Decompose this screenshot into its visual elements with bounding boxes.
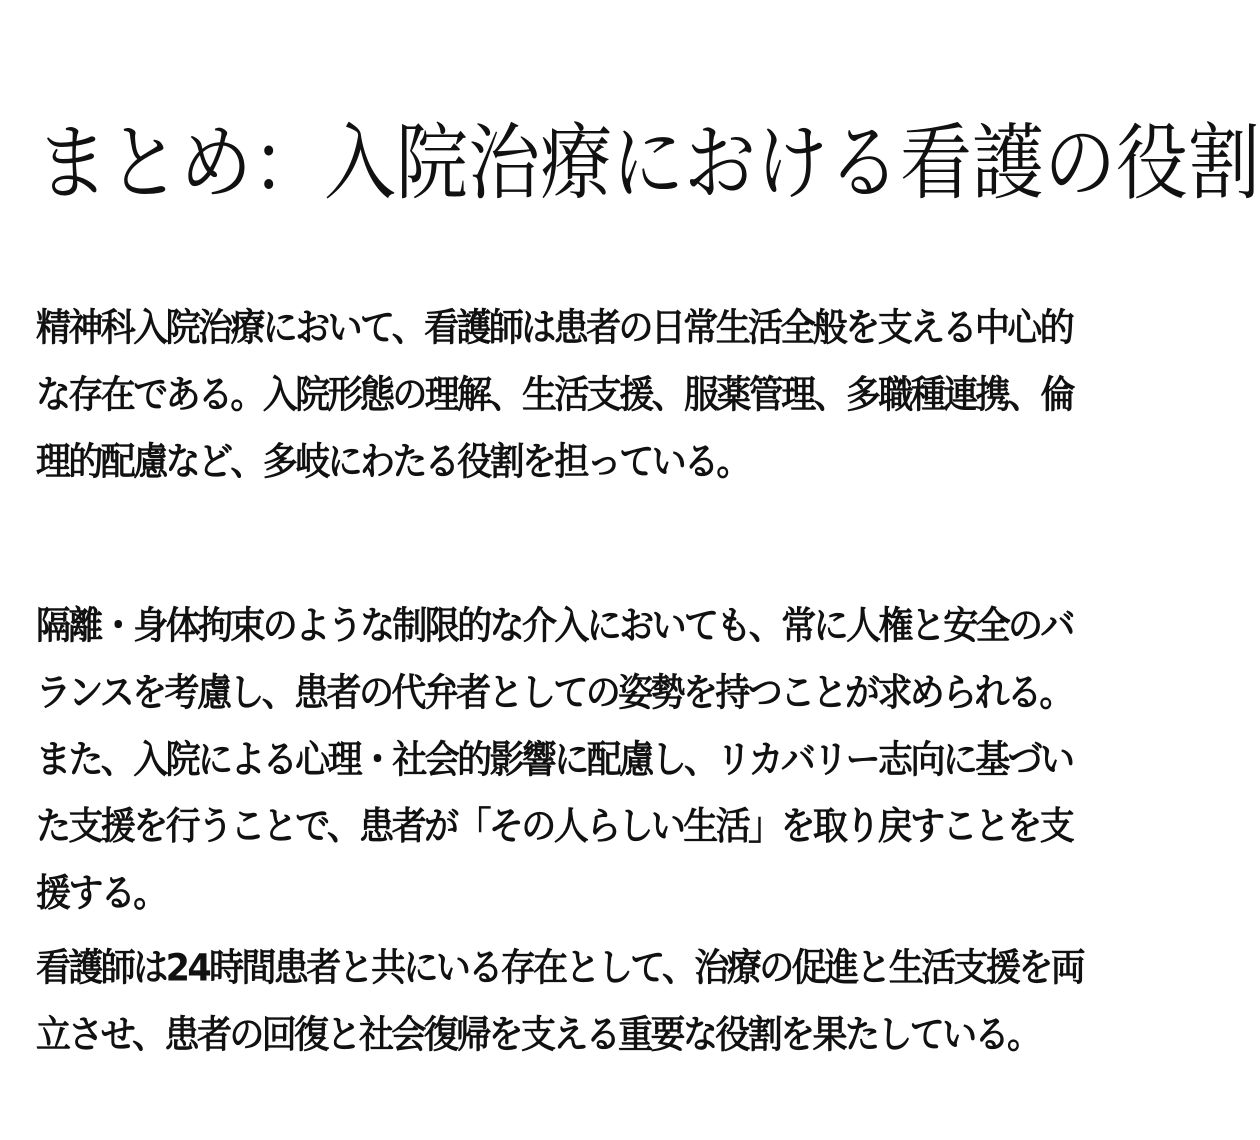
paragraph-restraint-and-recovery: 隔離・身体拘束のような制限的な介入においても、常に人権と安全のバランスを考慮し、患者の代弁者としての姿勢を持つことが求められる。また、入院による心理・社会的影響に配慮し、リカバリー志向に基づいた支援を行うことで、患者が「その人らしい生活」を取り戻すことを支援する。: [36, 604, 1073, 916]
paragraph-overview: 精神科入院治療において、看護師は患者の日常生活全般を支える中心的な存在である。入院形態の理解、生活支援、服薬管理、多職種連携、倫理的配慮など、多岐にわたる役割を担っている。: [36, 306, 1073, 484]
page-title: まとめ：入院治療における看護の役割: [36, 114, 1260, 212]
paragraph-conclusion: 看護師は24時間患者と共にいる存在として、治療の促進と生活支援を両立させ、患者の回復と社会復帰を支える重要な役割を果たしている。: [36, 946, 1084, 1058]
